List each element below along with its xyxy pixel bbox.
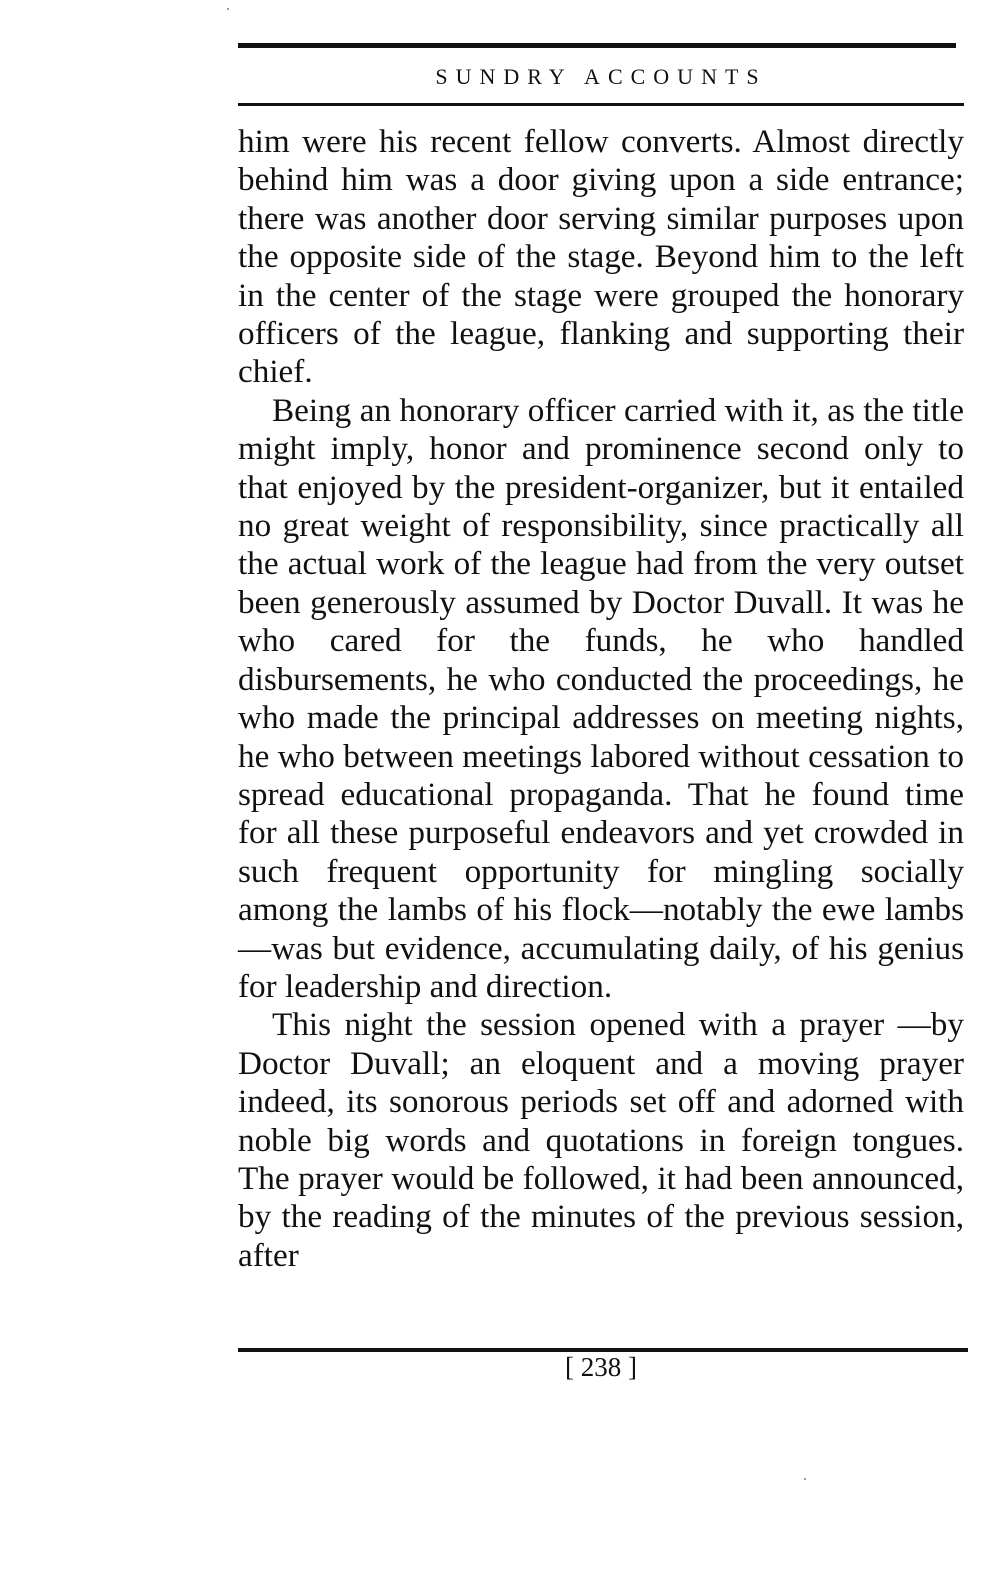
running-head: SUNDRY ACCOUNTS	[435, 64, 767, 89]
body-text	[238, 123, 964, 1275]
paragraph-1: him were his recent fellow converts. Almost directly behind him was a door giving upon a side entrance; there was another door serving similar purposes upon the opposite side of the stage. Beyond him to the left in the center of the stage were grouped the honorary officers of the league, flanking and supporting their chief.	[238, 123, 964, 391]
paragraph-2: Being an honorary officer carried with it, as the title might imply, honor and prominence second only to that enjoyed by the president-organizer, but it entailed no great weight of responsibility, since practically all the actual work of the league had from the very outset been generously assumed by Doctor Duvall. It was he who cared for the funds, he who handled disbursements, he who conducted the proceedings, he who made the principal addresses on meeting nights, he who between meetings labored without cessation to spread educational propaganda. That he found time for all these purposeful endeavors and yet crowded in such frequent opportunity for mingling socially among the lambs of his flock—notably the ewe lambs—was but evidence, accumulating daily, of his genius for leadership and direction.	[238, 391, 964, 1005]
header-rule	[238, 103, 964, 106]
page-number: [ 238 ]	[565, 1352, 637, 1382]
paragraph-3: This night the session opened with a prayer —by Doctor Duvall; an eloquent and a moving prayer indeed, its sonorous periods set off and adorned with noble big words and quotations in foreign tongues. The prayer would be followed, it had been announced, by the reading of the minutes of the previous session, after	[238, 1006, 964, 1274]
paper-speck	[227, 8, 229, 10]
top-rule	[238, 43, 956, 48]
paper-speck	[804, 1478, 806, 1480]
